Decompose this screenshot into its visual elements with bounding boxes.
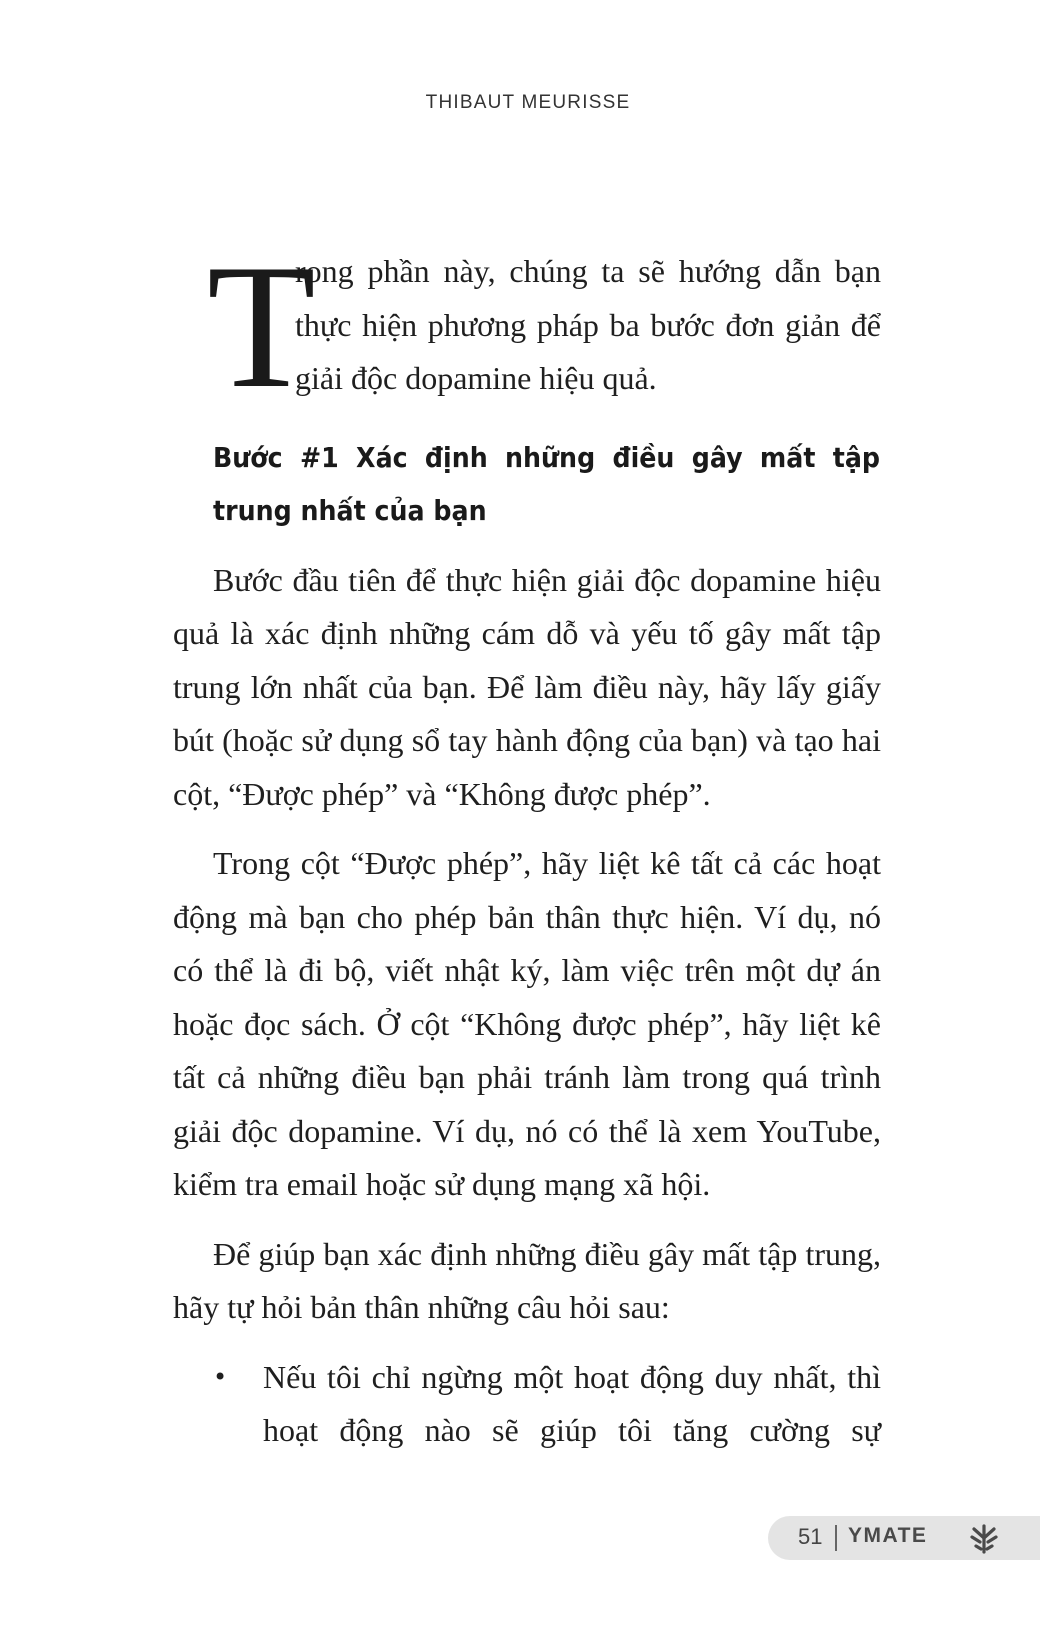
brand-name: YMATE <box>848 1524 928 1547</box>
page-body <box>173 227 881 1458</box>
footer-divider <box>835 1525 837 1551</box>
body-paragraph-2: Trong cột “Được phép”, hãy liệt kê tất cả các hoạt động mà bạn cho phép bản thân thực hiện. Ví dụ, nó có thể là đi bộ, viết nhật ký, làm việc trên một dự án hoặc đọc sách. Ở cột “Không được phép”, hãy liệt kê tất cả những điều bạn phải tránh làm trong quá trình giải độc dopamine. Ví dụ, nó có thể là xem YouTube, kiểm tra email hoặc sử dụng mạng xã hội. <box>173 845 881 1202</box>
body-paragraph-3: Để giúp bạn xác định những điều gây mất tập trung, hãy tự hỏi bản thân những câu hỏi sau: <box>173 1235 881 1325</box>
drop-cap: T <box>207 227 316 425</box>
list-item-text: Nếu tôi chỉ ngừng một hoạt động duy nhất, thì hoạt động nào sẽ giúp tôi tăng cường sự <box>263 1358 881 1448</box>
bullet-marker: • <box>213 1362 228 1391</box>
page-number: 51 <box>798 1524 823 1549</box>
question-list <box>173 1351 881 1458</box>
lead-text: rong phần này, chúng ta sẽ hướng dẫn bạn thực hiện phương pháp ba bước đơn giản để giải độc dopamine hiệu quả. <box>295 253 881 396</box>
running-header: THIBAUT MEURISSE <box>425 92 631 113</box>
list-item <box>173 1351 881 1458</box>
section-heading: Bước #1 Xác định những điều gây mất tập trung nhất của bạn <box>213 441 880 527</box>
ymate-logo-icon <box>968 1523 1000 1555</box>
body-paragraph-1: Bước đầu tiên để thực hiện giải độc dopamine hiệu quả là xác định những cám dỗ và yếu tố gây mất tập trung lớn nhất của bạn. Để làm điều này, hãy lấy giấy bút (hoặc sử dụng sổ tay hành động của bạn) và tạo hai cột, “Được phép” và “Không được phép”. <box>173 561 881 812</box>
page-footer-tab <box>768 1516 1040 1560</box>
lead-paragraph <box>173 227 881 425</box>
